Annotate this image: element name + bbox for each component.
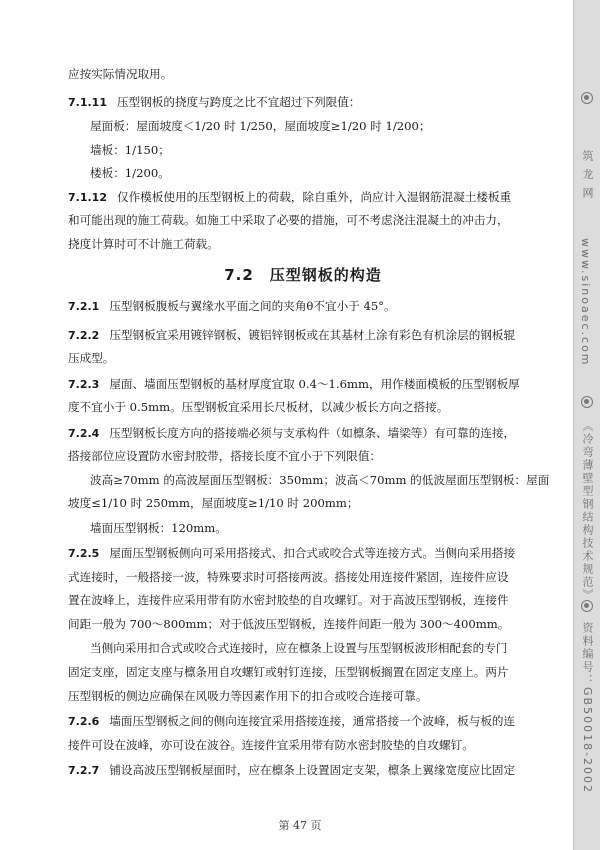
page-number: 第 47 页 [278, 819, 322, 832]
clause-line: 7.1.11 压型钢板的挠度与跨度之比不宜超过下列限值： [68, 95, 361, 109]
text-line: 楼板：1/200。 [90, 166, 170, 180]
clause-line: 7.2.5 屋面压型钢板侧向可采用搭接式、扣合式或咬合式等连接方式。当侧向采用搭接 [68, 546, 516, 560]
logo-icon [581, 92, 593, 104]
text-line: 搭接部位应设置防水密封胶带，搭接长度不宜小于下列限值： [68, 449, 382, 463]
clause-line: 7.2.3 屋面、墙面压型钢板的基材厚度宜取 0.4～1.6mm，用作楼面模板的压型钢板厚 [68, 377, 520, 391]
text-line: 墙面压型钢板：120mm。 [90, 521, 227, 535]
side-banner [573, 0, 600, 850]
text-line: 当侧向采用扣合式或咬合式连接时，应在檩条上设置与压型钢板波形相配套的专门 [90, 641, 508, 655]
doc-title: 《冷弯薄壁型钢结构技术规范》 [581, 420, 594, 602]
clause-line: 7.2.4 压型钢板长度方向的搭接端必须与支承构件（如檩条、墙梁等）有可靠的连接， [68, 426, 516, 440]
text-line: 坡度≤1/10 时 250mm，屋面坡度≥1/10 时 200mm； [68, 496, 359, 510]
text-line: 压成型。 [68, 351, 115, 365]
site-url: www.sinoaec.com [579, 238, 592, 367]
text-line: 接件可设在波峰，亦可设在波谷。连接件宜采用带有防水密封胶垫的自攻螺钉。 [68, 738, 474, 752]
text-line: 挠度计算时可不计施工荷载。 [68, 237, 219, 251]
text-line: 屋面板：屋面坡度＜1/20 时 1/250，屋面坡度≥1/20 时 1/200； [90, 119, 431, 133]
clause-line: 7.2.2 压型钢板宜采用镀锌钢板、镀铝锌钢板或在其基材上涂有彩色有机涂层的钢板辊 [68, 328, 516, 342]
text-line: 和可能出现的施工荷载。如施工中采取了必要的措施，可不考虑浇注混凝土的冲击力， [68, 213, 509, 227]
text-line: 式连接时，一般搭接一波，特殊要求时可搭接两波。搭接处用连接件紧固，连接件应设 [68, 570, 509, 584]
logo-icon [581, 396, 593, 408]
doc-code: 资料编号：GB50018-2002 [581, 622, 594, 795]
text-line: 间距一般为 700～800mm；对于低波压型钢板，连接件间距一般为 300～400mm。 [68, 617, 510, 631]
site-name: 筑 龙 网 [581, 150, 594, 200]
text-line: 压型钢板的侧边应确保在风吸力等因素作用下的扣合或咬合连接可靠。 [68, 689, 428, 703]
text-line: 波高≥70mm 的高波屋面压型钢板：350mm；波高＜70mm 的低波屋面压型钢板：屋面 [90, 473, 550, 487]
clause-line: 7.2.7 铺设高波压型钢板屋面时，应在檩条上设置固定支架，檩条上翼缘宽度应比固定 [68, 763, 516, 777]
text-line: 固定支座，固定支座与檩条用自攻螺钉或射钉连接，压型钢板搁置在固定支座上。两片 [68, 665, 509, 679]
section-heading: 7.2 压型钢板的构造 [224, 266, 382, 284]
logo-icon [581, 600, 593, 612]
clause-line: 7.1.12 仅作模板使用的压型钢板上的荷载，除自重外，尚应计入湿钢筋混凝土楼板重 [68, 190, 512, 204]
clause-line: 7.2.6 墙面压型钢板之间的侧向连接宜采用搭接连接，通常搭接一个波峰，板与板的连 [68, 714, 516, 728]
text-line: 墙板：1/150； [90, 143, 170, 157]
text-line: 应按实际情况取用。 [68, 67, 173, 81]
text-line: 置在波峰上，连接件应采用带有防水密封胶垫的自攻螺钉。对于高波压型钢板，连接件 [68, 593, 509, 607]
text-line: 度不宜小于 0.5mm。压型钢板宜采用长尺板材，以减少板长方向之搭接。 [68, 400, 449, 414]
clause-line: 7.2.1 压型钢板腹板与翼缘水平面之间的夹角θ不宜小于 45°。 [68, 299, 396, 313]
